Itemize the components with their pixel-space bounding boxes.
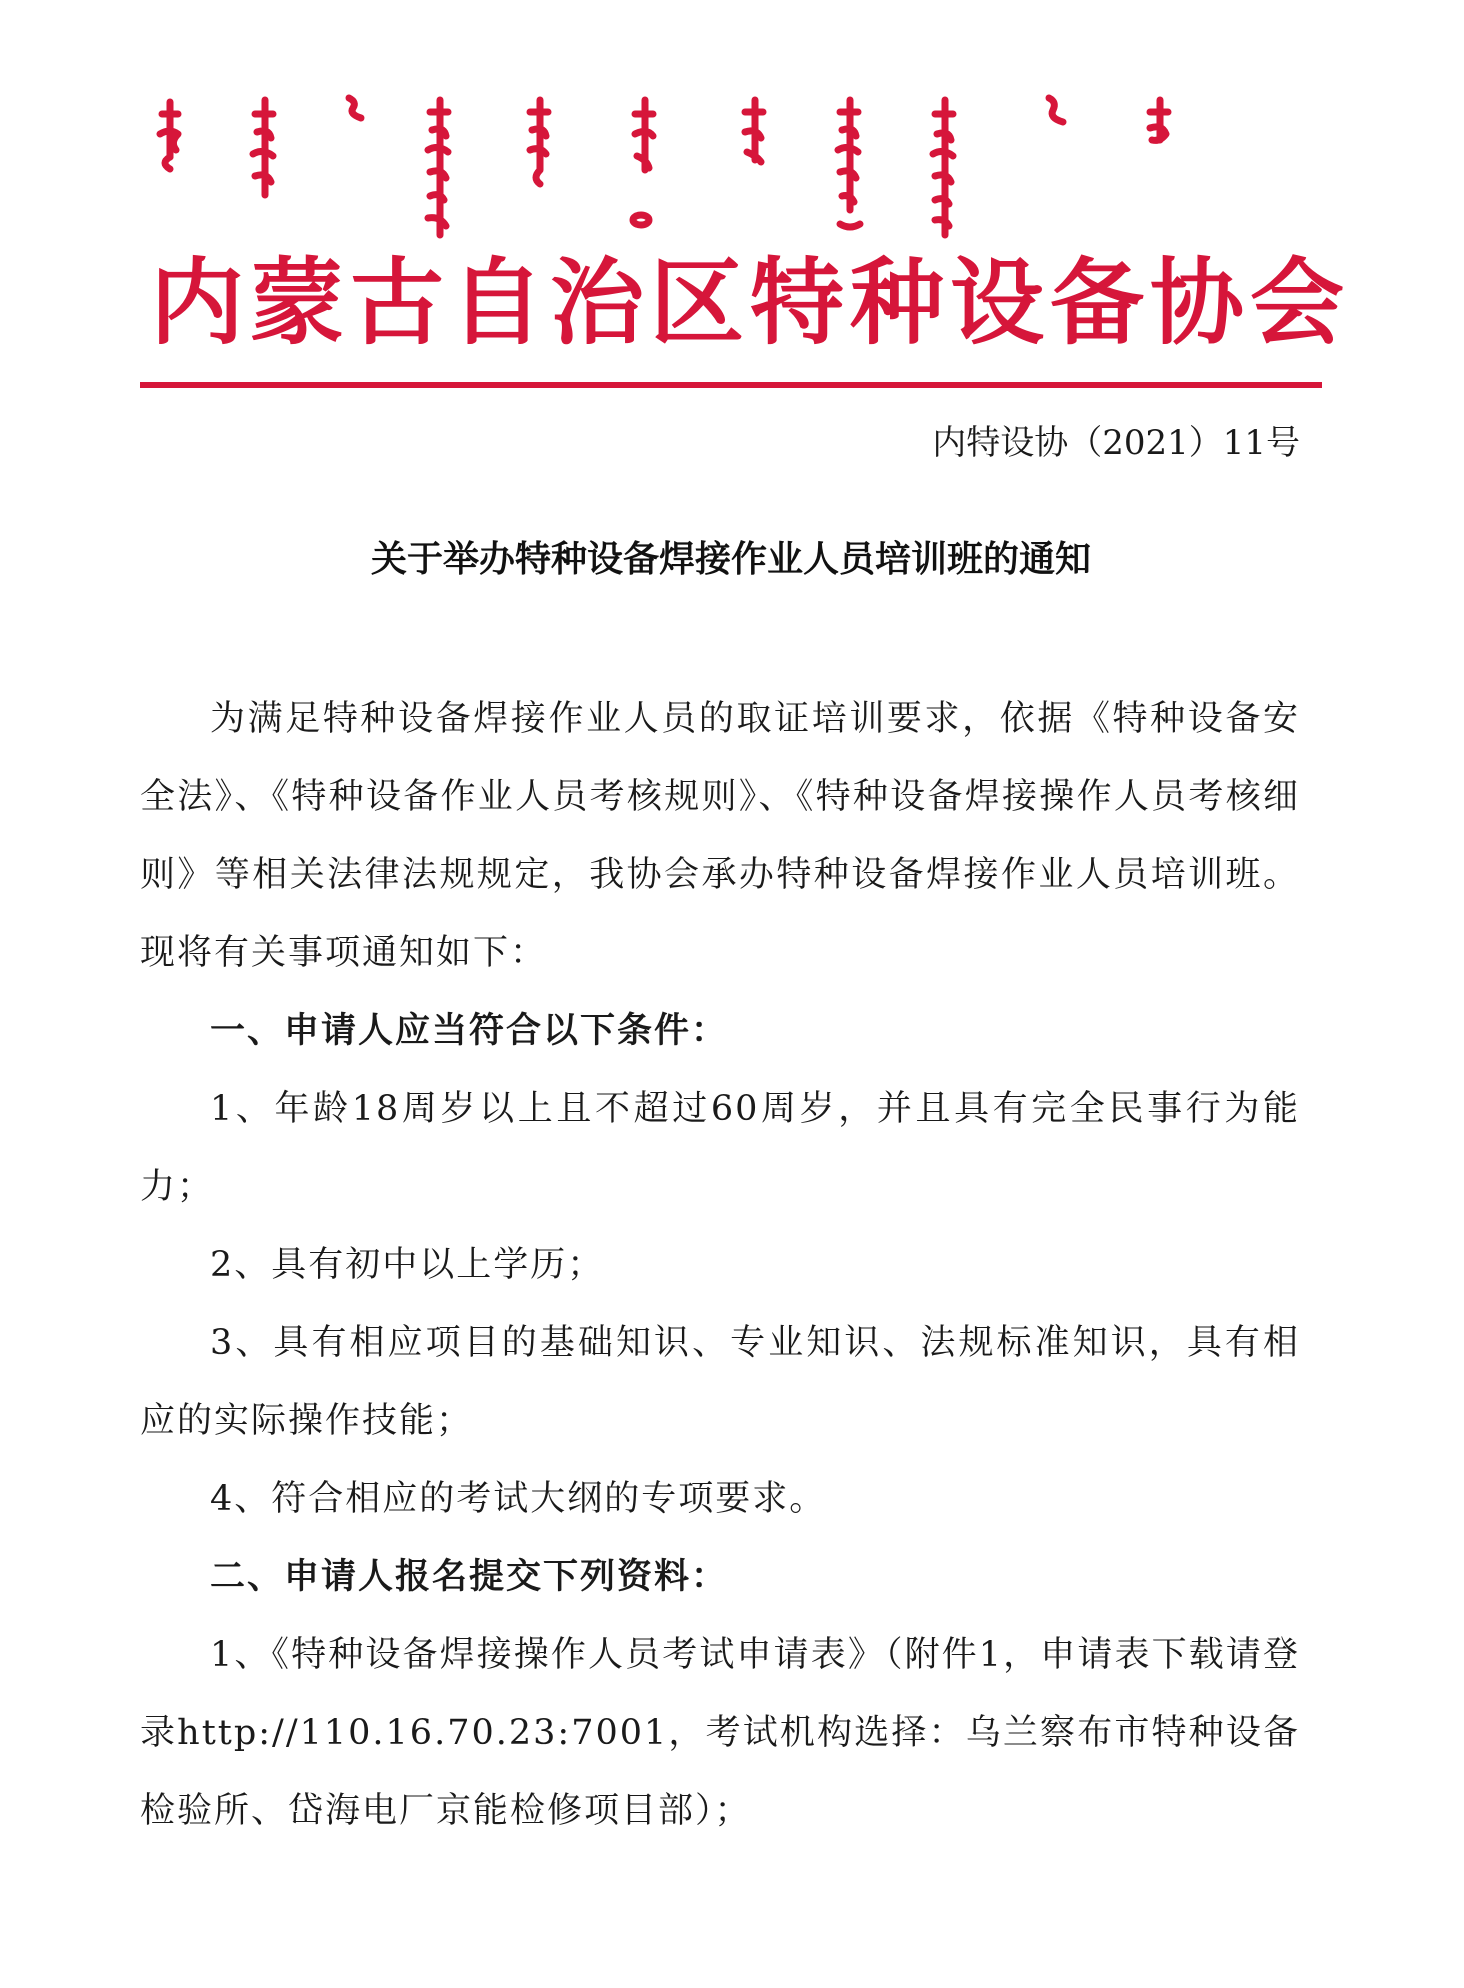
mongolian-script-org-name-icon <box>150 92 1310 242</box>
list-item: 3、具有相应项目的基础知识、专业知识、法规标准知识，具有相应的实际操作技能； <box>140 1323 1300 1441</box>
mongolian-glyph <box>349 98 361 118</box>
list-item: 1、《特种设备焊接操作人员考试申请表》（附件1，申请表下载请登录http://110.16.70.23:7001，考试机构选择：乌兰察布市特种设备检验所、岱海电厂京能检修项目部）； <box>140 1635 1300 1831</box>
mongolian-glyph <box>933 100 953 235</box>
intro-paragraph: 为满足特种设备焊接作业人员的取证培训要求，依据《特种设备安全法》、《特种设备作业人员考核规则》、《特种设备焊接操作人员考核细则》等相关法律法规规定，我协会承办特种设备焊接作业人员培训班。现将有关事项通知如下： <box>140 699 1300 973</box>
mongolian-glyph <box>633 100 653 225</box>
mongolian-glyph <box>838 100 860 227</box>
section-heading: 二、申请人报名提交下列资料： <box>210 1557 729 1597</box>
letterhead-divider <box>140 382 1322 388</box>
section-heading: 一、申请人应当符合以下条件： <box>210 1011 729 1051</box>
mongolian-glyph <box>1049 98 1063 122</box>
list-item: 4、符合相应的考试大纲的专项要求。 <box>210 1479 827 1519</box>
document-title: 关于举办特种设备焊接作业人员培训班的通知 <box>370 539 1091 580</box>
list-item: 2、具有初中以上学历； <box>210 1245 605 1285</box>
mongolian-glyph <box>745 100 763 162</box>
mongolian-glyph <box>160 102 178 169</box>
mongolian-glyph <box>253 100 273 195</box>
mongolian-glyph <box>530 100 548 184</box>
organization-name: 内蒙古自治区特种设备协会 <box>150 248 1351 358</box>
mongolian-glyph <box>1150 100 1168 140</box>
document-body <box>140 680 1300 1850</box>
mongolian-glyph <box>428 100 448 235</box>
document-number: 内特设协（2021）11号 <box>932 423 1300 463</box>
list-item: 1、年龄18周岁以上且不超过60周岁，并且具有完全民事行为能力； <box>140 1089 1300 1207</box>
